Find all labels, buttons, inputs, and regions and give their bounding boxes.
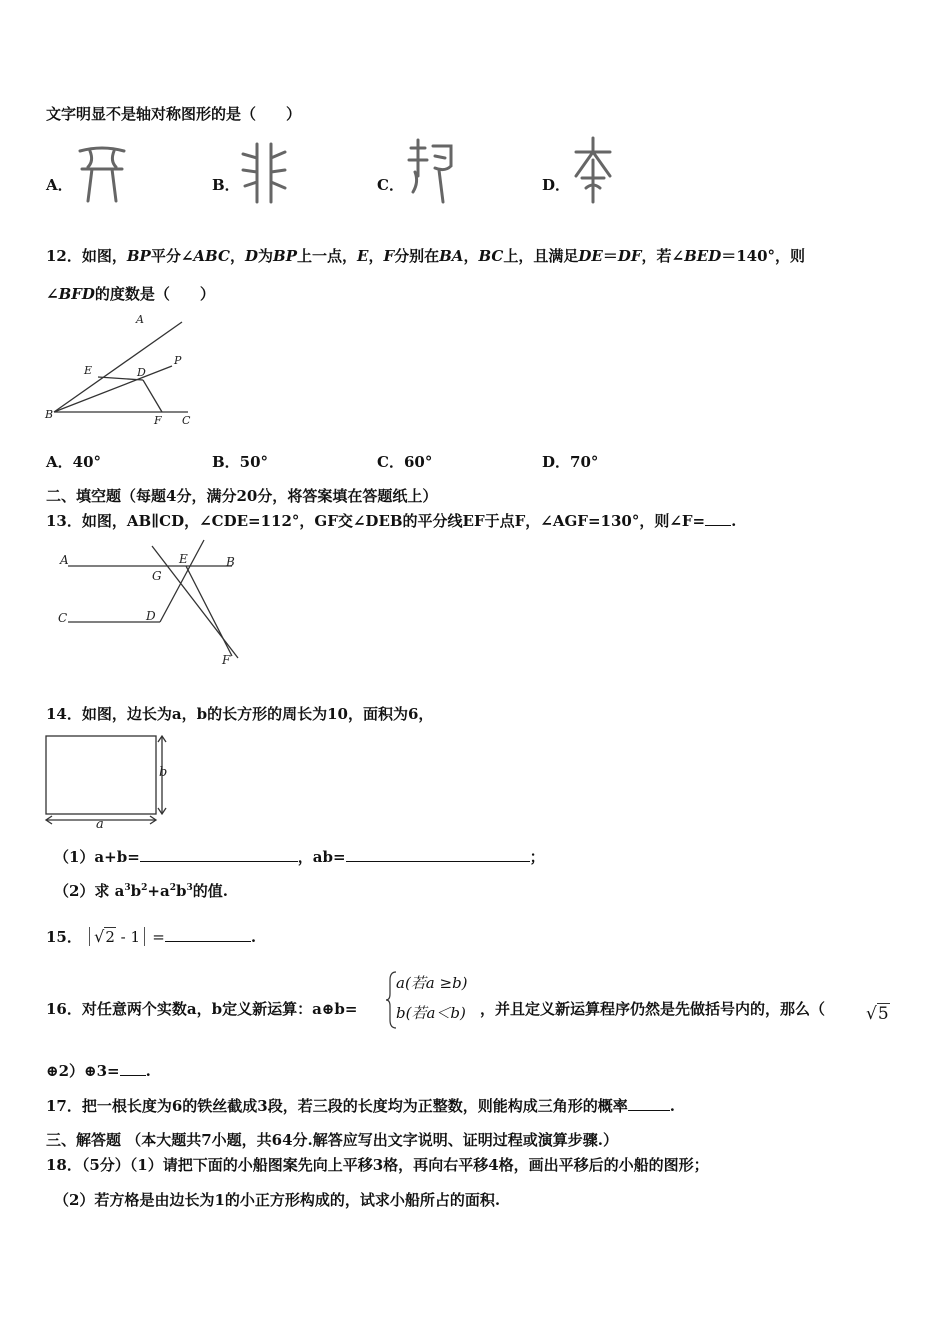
q12-line1: 12．如图，BP平分∠ABC，D为BP上一点，E，F分别在BA，BC上，且满足DE＝DF，若∠BED＝140°，则 <box>46 247 806 265</box>
q12-option-b: B．50° <box>212 453 269 471</box>
seal-glyph-d <box>568 136 618 206</box>
section-2-heading: 二、填空题（每题4分，满分20分，将答案填在答题纸上） <box>46 487 438 505</box>
label-f: F <box>154 414 162 427</box>
answer-blank-sum <box>140 847 298 862</box>
label-g: G <box>152 569 162 583</box>
q11-option-b: B． <box>212 176 240 194</box>
label-p: P <box>174 354 182 367</box>
answer-blank <box>628 1096 670 1111</box>
label-b: B <box>226 555 235 569</box>
q17-text: 17．把一根长度为6的铁丝截成3段，若三段的长度均为正整数，则能构成三角形的概率 . <box>46 1097 675 1115</box>
q11-option-a: A． <box>46 176 73 194</box>
sqrt-5: √5 <box>866 1004 889 1024</box>
q14-part1: （1）a+b= ，ab= ； <box>54 848 545 866</box>
line-bp <box>54 366 172 412</box>
case-2: b(若a＜b) <box>396 1004 466 1022</box>
q14-text: 14．如图，边长为a，b的长方形的周长为10，面积为6， <box>46 705 434 723</box>
q11-option-d: D． <box>542 176 571 194</box>
q12-figure <box>40 310 200 430</box>
label-d: D <box>146 609 156 623</box>
rectangle <box>46 736 156 814</box>
label-d: D <box>137 366 146 379</box>
q18-line2: （2）若方格是由边长为1的小正方形构成的，试求小船所占的面积. <box>54 1191 501 1209</box>
label-a: a <box>96 817 104 832</box>
label-b: b <box>159 765 168 780</box>
line-ba <box>54 322 182 412</box>
segment-df <box>143 380 162 412</box>
q15-line: 15． √2 - 1 = . <box>46 927 257 946</box>
label-f: F <box>222 653 231 667</box>
label-b: B <box>45 408 54 421</box>
q16-text-b: ，并且定义新运算程序仍然是先做括号内的，那么（ <box>480 1000 826 1018</box>
label-a: A <box>60 553 69 567</box>
seal-glyph-a <box>76 143 128 205</box>
label-c: C <box>182 414 191 427</box>
q12-option-a: A．40° <box>46 453 102 471</box>
q16-text-a: 16．对任意两个实数a，b定义新运算：a⊕b= <box>46 1000 358 1018</box>
answer-blank <box>705 511 731 526</box>
q11-stem: 文字明显不是轴对称图形的是（ ） <box>46 105 302 123</box>
label-c: C <box>58 611 68 625</box>
q12-option-d: D．70° <box>542 453 599 471</box>
q13-text: 13．如图，AB∥CD，∠CDE=112°，GF交∠DEB的平分线EF于点F，∠AGF=130°，则∠F= . <box>46 512 737 530</box>
answer-blank-product <box>346 847 530 862</box>
answer-blank <box>165 927 251 942</box>
label-e: E <box>179 552 188 566</box>
q12-line2: ∠BFD的度数是（ ） <box>46 285 215 303</box>
seal-glyph-c <box>405 136 457 206</box>
q16-line2: ⊕2）⊕3= . <box>46 1062 151 1080</box>
answer-blank <box>120 1061 146 1076</box>
line-ef <box>186 566 232 656</box>
label-a: A <box>136 313 144 326</box>
case-1: a(若a ≥b) <box>396 974 468 992</box>
absolute-value-expression: √2 - 1 <box>89 927 145 946</box>
label-e: E <box>84 364 93 377</box>
q18-line1: 18．（5分）（1）请把下面的小船图案先向上平移3格，再向右平移4格，画出平移后的小船的图形； <box>46 1156 709 1174</box>
section-3-heading: 三、解答题 （本大题共7小题，共64分.解答应写出文字说明、证明过程或演算步骤.） <box>46 1131 618 1149</box>
q11-option-c: C． <box>377 176 404 194</box>
seal-glyph-b <box>239 140 289 206</box>
q14-rectangle-figure <box>40 730 180 832</box>
q13-figure <box>52 536 252 672</box>
q14-part2: （2）求 $a^3b^2+a^2b^3$的值. <box>54 882 228 900</box>
q16-piecewise <box>386 970 486 1030</box>
q12-option-c: C．60° <box>377 453 433 471</box>
